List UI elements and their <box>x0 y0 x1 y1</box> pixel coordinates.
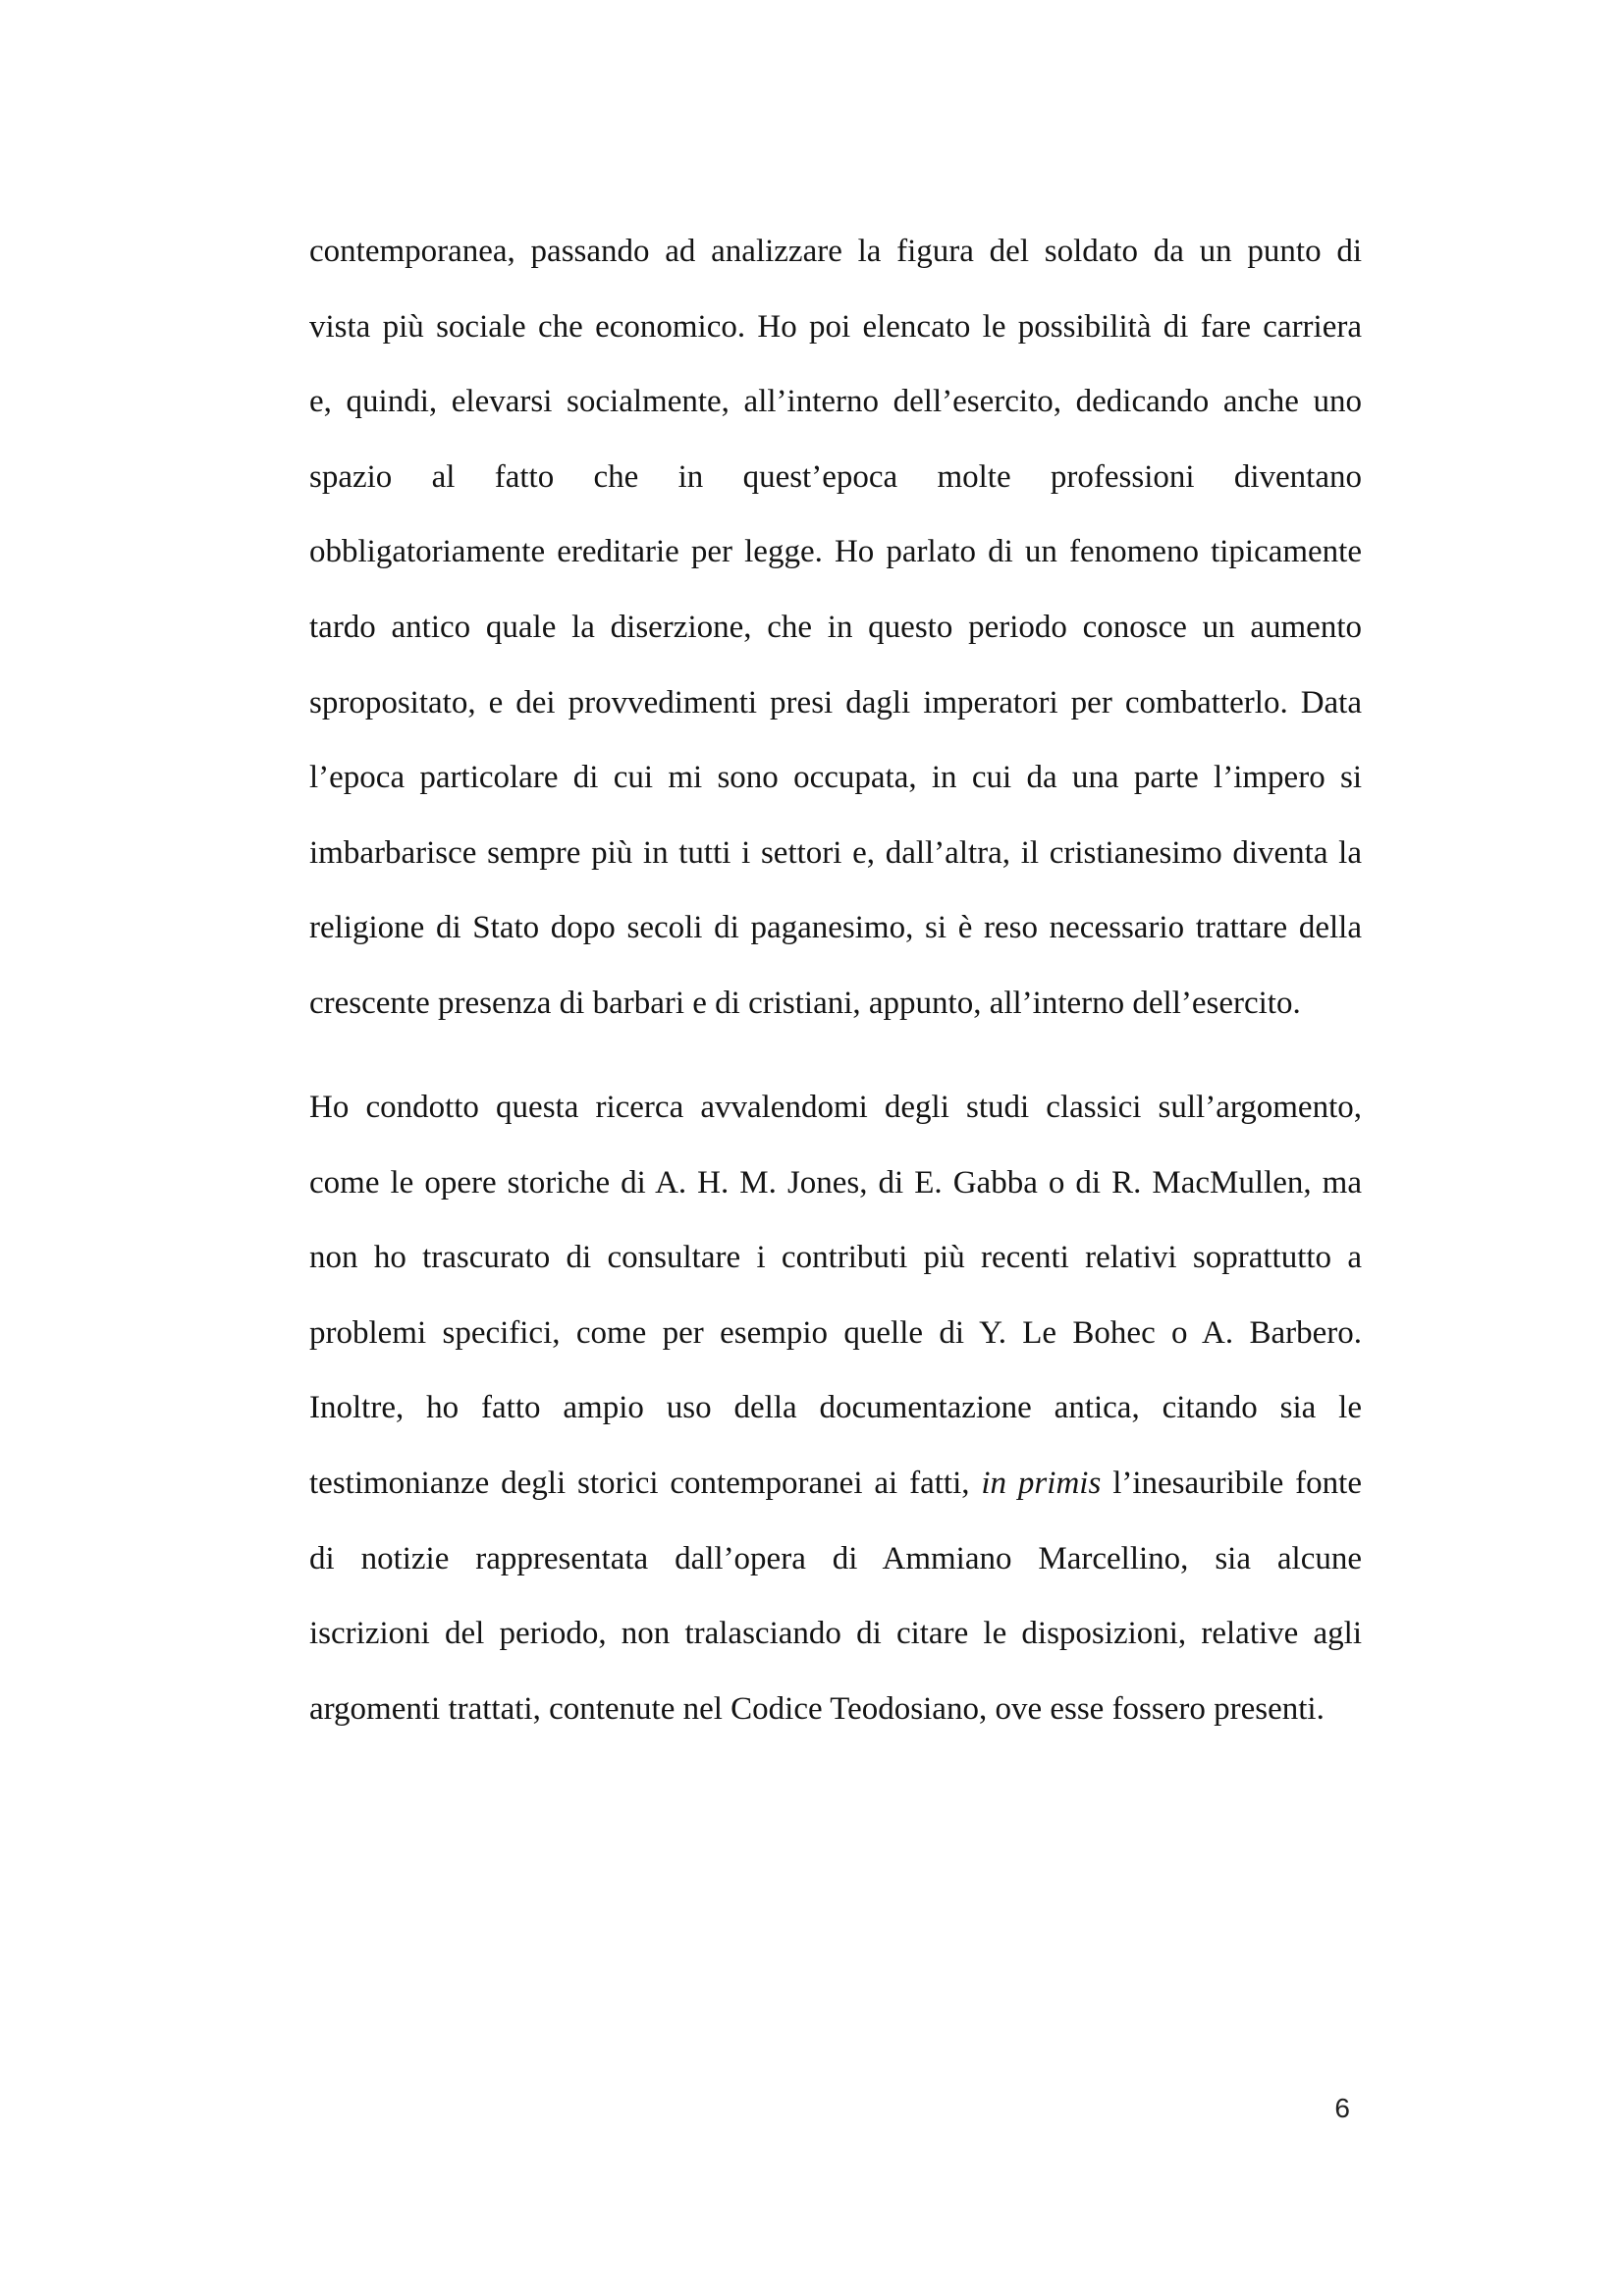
text-line: spropositato, e dei provvedimenti presi dagli imperatori per combatterlo. Data <box>309 684 1362 721</box>
text-line: come le opere storiche di A. H. M. Jones, di E. Gabba o di R. MacMullen, ma <box>309 1164 1362 1201</box>
text-line: contemporanea, passando ad analizzare la figura del soldato da un punto di <box>309 234 1362 269</box>
text-line: spazio al fatto che in quest’epoca molte professioni diventano <box>309 458 1362 495</box>
text-line: l’epoca particolare di cui mi sono occupata, in cui da una parte l’impero si <box>309 760 1362 796</box>
text-segment: l’inesauribile fonte <box>1101 1465 1362 1501</box>
text-line: imbarbarisce sempre più in tutti i settori e, dall’altra, il cristianesimo diventa la <box>309 834 1362 871</box>
text-line-with-italic <box>309 1446 1362 1522</box>
italic-phrase: in primis <box>981 1465 1102 1501</box>
text-line: religione di Stato dopo secoli di paganesimo, si è reso necessario trattare della <box>309 910 1362 946</box>
text-line: non ho trascurato di consultare i contributi più recenti relativi soprattutto a <box>309 1240 1362 1276</box>
text-line: di notizie rappresentata dall’opera di Ammiano Marcellino, sia alcune <box>309 1540 1362 1576</box>
text-segment: testimonianze degli storici contemporanei ai fatti, <box>309 1465 982 1501</box>
text-line: Ho condotto questa ricerca avvalendomi degli studi classici sull’argomento, <box>309 1090 1362 1125</box>
text-line: e, quindi, elevarsi socialmente, all’interno dell’esercito, dedicando anche uno <box>309 384 1362 420</box>
text-line: vista più sociale che economico. Ho poi elencato le possibilità di fare carriera <box>309 308 1362 345</box>
paragraph-1 <box>309 214 1362 1041</box>
text-line: Inoltre, ho fatto ampio uso della documentazione antica, citando sia le <box>309 1390 1362 1426</box>
text-line: tardo antico quale la diserzione, che in questo periodo conosce un aumento <box>309 609 1362 645</box>
paragraph-2 <box>309 1070 1362 1746</box>
text-line: obbligatoriamente ereditarie per legge. Ho parlato di un fenomeno tipicamente <box>309 534 1362 570</box>
text-line: argomenti trattati, contenute nel Codice Teodosiano, ove esse fossero presenti. <box>309 1690 1325 1727</box>
text-line: problemi specifici, come per esempio quelle di Y. Le Bohec o A. Barbero. <box>309 1314 1362 1351</box>
text-line: crescente presenza di barbari e di cristiani, appunto, all’interno dell’esercito. <box>309 985 1301 1021</box>
page-number: 6 <box>1334 2093 1350 2123</box>
text-line: iscrizioni del periodo, non tralasciando di citare le disposizioni, relative agli <box>309 1616 1362 1652</box>
